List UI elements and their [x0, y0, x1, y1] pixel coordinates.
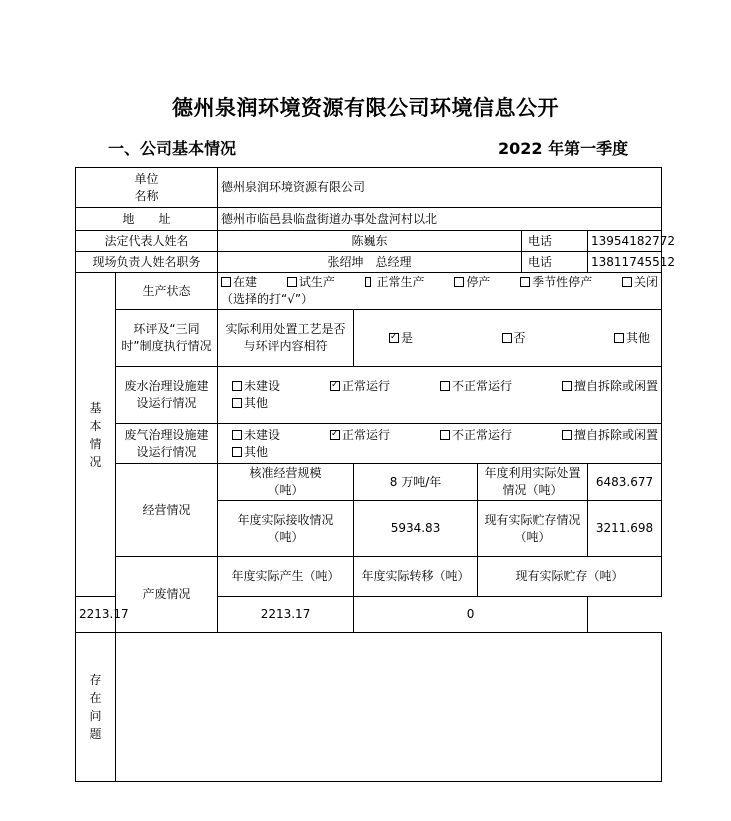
option-label: 关闭	[633, 275, 658, 289]
checkbox-icon[interactable]	[287, 277, 297, 287]
checkbox-icon[interactable]	[614, 333, 624, 343]
option-closed[interactable]	[622, 274, 658, 291]
checkbox-icon[interactable]	[502, 333, 512, 343]
option-label: 不正常运行	[451, 379, 512, 393]
checkbox-icon[interactable]	[232, 381, 242, 391]
option-label: 擅自拆除或闲置	[573, 379, 658, 393]
waste-stored-value: 0	[354, 597, 588, 633]
checkbox-icon[interactable]	[520, 277, 530, 287]
option-yes[interactable]	[389, 330, 413, 347]
unit-name-value: 德州泉润环境资源有限公司	[218, 168, 662, 208]
waste-stored-header: 现有实际贮存（吨）	[478, 557, 662, 597]
eia-question: 实际利用处置工艺是否与环评内容相符	[218, 310, 354, 367]
option-label: 季节性停产	[532, 275, 593, 289]
row-waste-gas	[76, 424, 662, 464]
option-label: 正常生产	[376, 275, 425, 289]
site-manager-value: 张绍坤 总经理	[218, 252, 522, 273]
eia-options	[354, 310, 662, 367]
option-abnormal-operation[interactable]	[440, 378, 512, 395]
production-status-label: 生产状态	[116, 273, 218, 310]
option-other[interactable]	[232, 396, 268, 410]
basic-char-3: 情	[89, 436, 102, 451]
checkbox-icon[interactable]	[622, 277, 632, 287]
option-abnormal-operation[interactable]	[440, 427, 512, 444]
basic-char-2: 本	[89, 418, 102, 433]
row-legal-rep	[76, 231, 662, 252]
row-address	[76, 208, 662, 231]
issues-side-label	[76, 633, 116, 782]
option-normal-production[interactable]	[365, 274, 425, 291]
option-label: 否	[513, 330, 526, 345]
row-waste-generation-header	[76, 557, 662, 597]
option-label: 正常运行	[342, 379, 391, 393]
row-operation-scale	[76, 464, 662, 501]
option-other[interactable]	[614, 330, 650, 347]
annual-received-label	[218, 501, 354, 557]
site-manager-phone: 13811745512	[588, 252, 662, 273]
annual-utilization-label: 年度利用实际处置情况（吨）	[478, 464, 588, 501]
option-under-construction[interactable]	[221, 274, 257, 291]
site-manager-label: 现场负责人姓名职务	[76, 252, 218, 273]
checkbox-icon[interactable]	[232, 430, 242, 440]
current-storage-label-text: 现有实际贮存情况 （吨）	[484, 512, 581, 544]
checked-checkbox-icon[interactable]	[389, 333, 399, 343]
basic-char-1: 基	[89, 400, 102, 415]
site-manager-phone-label: 电话	[522, 252, 588, 273]
checkbox-icon[interactable]	[440, 430, 450, 440]
operation-label: 经营情况	[116, 464, 218, 557]
option-normal-operation[interactable]	[330, 427, 390, 444]
unit-name-label-text: 单位 名称	[134, 171, 159, 203]
checkbox-icon[interactable]	[221, 277, 231, 287]
checkbox-icon[interactable]	[562, 430, 572, 440]
legal-rep-label: 法定代表人姓名	[76, 231, 218, 252]
row-unit-name	[76, 168, 662, 208]
approved-scale-label	[218, 464, 354, 501]
waste-generated-header: 年度实际产生（吨）	[218, 557, 354, 597]
wastewater-label: 废水治理设施建设运行情况	[116, 367, 218, 424]
waste-gas-label: 废气治理设施建设运行情况	[116, 424, 218, 464]
basic-char-4: 况	[89, 454, 102, 469]
issues-char-1: 存	[89, 673, 102, 687]
waste-generated-value: 2213.17	[76, 597, 116, 633]
issues-char-3: 问	[89, 709, 102, 723]
wastewater-options	[218, 367, 662, 424]
option-label: 试生产	[298, 275, 335, 289]
option-dismantled-idle[interactable]	[562, 427, 658, 444]
option-no[interactable]	[502, 330, 526, 347]
option-label: 是	[401, 330, 414, 345]
quarter-label: 2022 年第一季度	[498, 139, 629, 158]
waste-transferred-value: 2213.17	[218, 597, 354, 633]
checkbox-icon[interactable]	[454, 277, 464, 287]
address-value: 德州市临邑县临盘街道办事处盘河村以北	[218, 208, 662, 231]
option-label: 其他	[625, 330, 650, 345]
approved-scale-value: 8 万吨/年	[354, 464, 478, 501]
checked-checkbox-icon[interactable]	[330, 430, 340, 440]
waste-transferred-header: 年度实际转移（吨）	[354, 557, 478, 597]
option-label: 擅自拆除或闲置	[573, 427, 658, 442]
issues-char-4: 题	[89, 727, 102, 741]
checkbox-icon[interactable]	[232, 447, 242, 457]
option-trial-production[interactable]	[287, 274, 335, 291]
checkbox-icon[interactable]	[440, 381, 450, 391]
option-label: 未建设	[244, 379, 281, 393]
waste-gas-options	[218, 424, 662, 464]
legal-rep-phone: 13954182772	[588, 231, 662, 252]
annual-received-label-text: 年度实际接收情况 （吨）	[237, 512, 334, 544]
checkbox-icon[interactable]	[562, 381, 572, 391]
option-label: 其他	[244, 444, 269, 459]
option-label: 其他	[244, 396, 269, 410]
row-wastewater	[76, 367, 662, 424]
checkbox-icon[interactable]	[232, 398, 242, 408]
checkbox-icon[interactable]	[365, 277, 371, 287]
production-status-options	[218, 273, 662, 310]
annual-received-value: 5934.83	[354, 501, 478, 557]
option-label: 停产	[466, 275, 491, 289]
option-label: 不正常运行	[451, 427, 512, 442]
address-label: 地 址	[76, 208, 218, 231]
annual-utilization-value: 6483.677	[588, 464, 662, 501]
option-normal-operation[interactable]	[330, 378, 390, 395]
document-title: 德州泉润环境资源有限公司环境信息公开	[172, 96, 559, 120]
option-label: 正常运行	[342, 427, 391, 442]
unit-name-label	[76, 168, 218, 208]
option-label: 未建设	[244, 427, 281, 442]
option-dismantled-idle[interactable]	[562, 378, 658, 395]
legal-rep-value: 陈巍东	[218, 231, 522, 252]
option-shutdown[interactable]	[454, 274, 490, 291]
option-not-built[interactable]	[232, 378, 280, 395]
row-eia	[76, 310, 662, 367]
row-site-manager	[76, 252, 662, 273]
legal-rep-phone-label: 电话	[522, 231, 588, 252]
row-production-status	[76, 273, 662, 310]
eia-label: 环评及“三同时”制度执行情况	[116, 310, 218, 367]
option-other[interactable]	[232, 445, 268, 459]
option-seasonal-shutdown[interactable]	[520, 274, 592, 291]
company-info-table	[75, 167, 675, 782]
section-heading: 一、公司基本情况	[108, 139, 237, 158]
selection-note: （选择的打“√”）	[221, 292, 314, 306]
checked-checkbox-icon[interactable]	[330, 381, 340, 391]
option-label: 在建	[233, 275, 258, 289]
issues-char-2: 在	[89, 691, 102, 705]
current-storage-label	[478, 501, 588, 557]
row-issues	[76, 633, 662, 782]
issues-content[interactable]	[116, 633, 662, 782]
option-not-built[interactable]	[232, 427, 280, 444]
current-storage-value: 3211.698	[588, 501, 662, 557]
approved-scale-label-text: 核准经营规模 （吨）	[249, 466, 322, 497]
basic-info-side-label	[76, 273, 116, 597]
waste-generation-label: 产废情况	[116, 557, 218, 633]
